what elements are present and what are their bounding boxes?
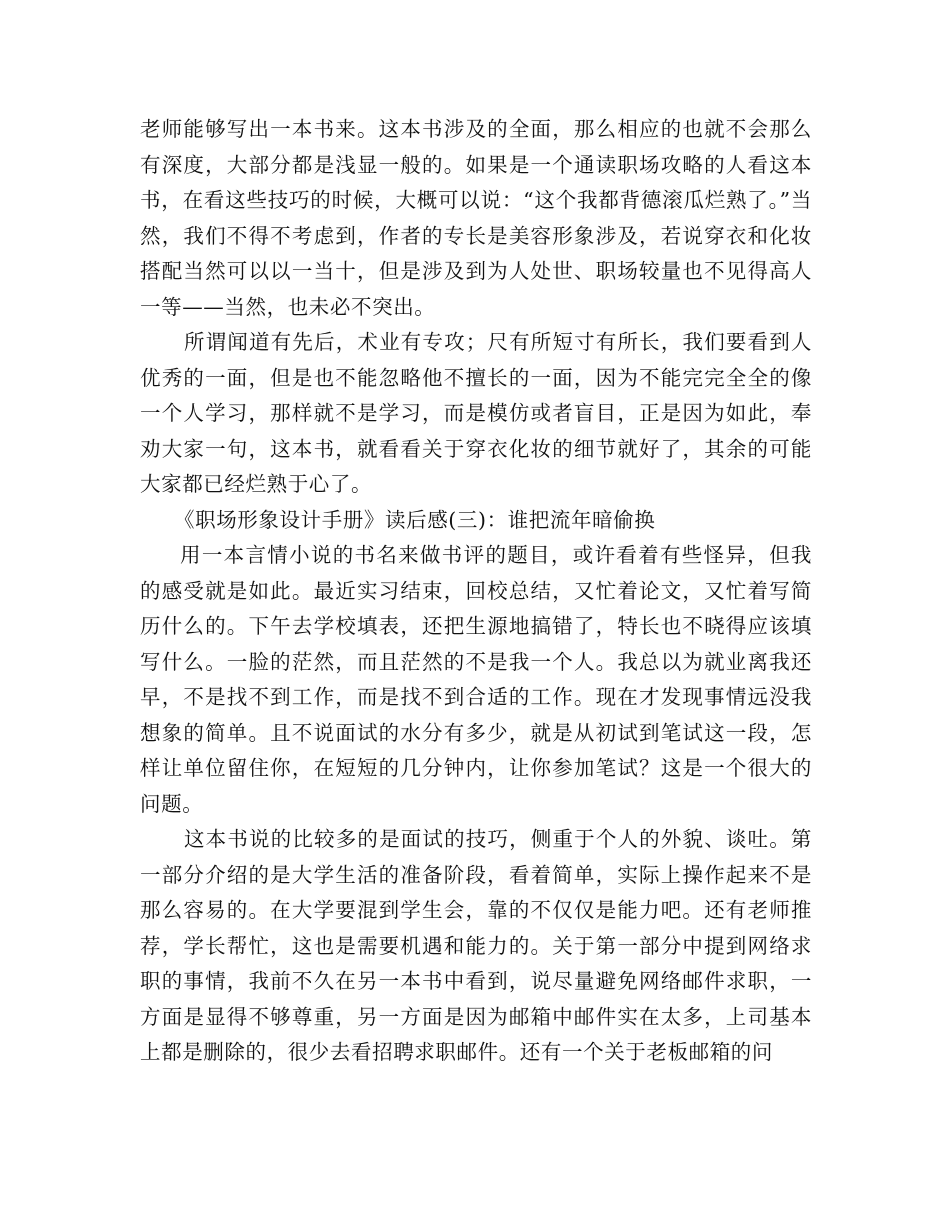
document-body — [140, 112, 812, 1071]
paragraph-continued-intro: 老师能够写出一本书来。这本书涉及的全面，那么相应的也就不会那么有深度，大部分都是浅显一般的。如果是一个通读职场攻略的人看这本书，在看这些技巧的时候，大概可以说：“这个我都背德滚瓜烂熟了。”当然，我们不得不考虑到，作者的专长是美容形象涉及，若说穿衣和化妆搭配当然可以以一当十，但是涉及到为人处世、职场较量也不见得高人一等——当然，也未必不突出。 — [140, 117, 812, 319]
paragraph-personal-feeling: 用一本言情小说的书名来做书评的题目，或许看着有些怪异，但我的感受就是如此。最近实习结束，回校总结，又忙着论文，又忙着写简历什么的。下午去学校填表，还把生源地搞错了，特长也不晓得应该填写什么。一脸的茫然，而且茫然的不是我一个人。我总以为就业离我还早，不是找不到工作，而是找不到合适的工作。现在才发现事情远没我想象的简单。且不说面试的水分有多少，就是从初试到笔试这一段，怎样让单位留住你，在短短的几分钟内，让你参加笔试？这是一个很大的问题。 — [140, 543, 812, 816]
paragraph-advice: 所谓闻道有先后，术业有专攻；尺有所短寸有所长，我们要看到人优秀的一面，但是也不能忽略他不擅长的一面，因为不能完完全全的像一个人学习，那样就不是学习，而是模仿或者盲目，正是因为如此，奉劝大家一句，这本书，就看看关于穿衣化妆的细节就好了，其余的可能大家都已经烂熟于心了。 — [140, 330, 812, 496]
section-heading: 《职场形象设计手册》读后感(三)：谁把流年暗偷换 — [174, 507, 656, 532]
paragraph-interview-skills: 这本书说的比较多的是面试的技巧，侧重于个人的外貌、谈吐。第一部分介绍的是大学生活的准备阶段，看着简单，实际上操作起来不是那么容易的。在大学要混到学生会，靠的不仅仅是能力吧。还有老师推荐，学长帮忙，这也是需要机遇和能力的。关于第一部分中提到网络求职的事情，我前不久在另一本书中看到，说尽量避免网络邮件求职，一方面是显得不够尊重，另一方面是因为邮箱中邮件实在太多，上司基本上都是删除的，很少去看招聘求职邮件。还有一个关于老板邮箱的问 — [140, 827, 812, 1064]
